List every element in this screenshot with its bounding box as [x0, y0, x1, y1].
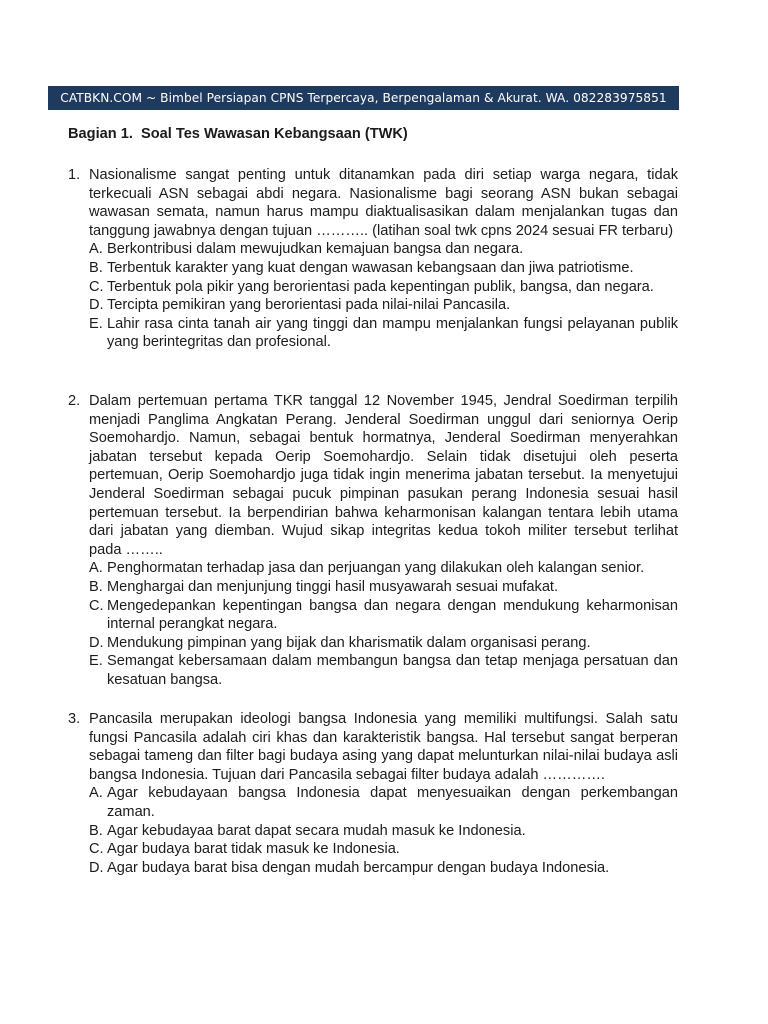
option-letter: E.: [89, 315, 103, 332]
option-letter: A.: [89, 785, 103, 802]
option-c: [89, 278, 678, 297]
option-text: Agar budaya barat bisa dengan mudah bercampur dengan budaya Indonesia.: [107, 859, 610, 876]
question-number: 3.: [68, 711, 81, 727]
option-text: Mengedepankan kepentingan bangsa dan negara dengan mendukung keharmonisan internal perangkat negara.: [107, 597, 678, 633]
option-a: [89, 240, 678, 259]
option-text: Berkontribusi dalam mewujudkan kemajuan bangsa dan negara.: [107, 241, 524, 258]
option-text: Terbentuk karakter yang kuat dengan wawasan kebangsaan dan jiwa patriotisme.: [107, 259, 634, 276]
option-letter: D.: [89, 634, 104, 651]
option-a: [89, 559, 678, 578]
question-1: [68, 166, 678, 352]
option-letter: E.: [89, 653, 103, 670]
option-text: Penghormatan terhadap jasa dan perjuangan yang dilakukan oleh kalangan senior.: [107, 560, 645, 577]
question-text: Dalam pertemuan pertama TKR tanggal 12 November 1945, Jendral Soedirman terpilih menjadi Panglima Angkatan Perang. Jenderal Soedirman unggul dari seniornya Oerip Soemohardjo. Namun, sebagai bentuk hormatnya, Jenderal Soedirman menyerahkan jabatan tersebut kepada Oerip Soemohardjo. Selain tidak disetujui oleh peserta pertemuan, Oerip Soemohardjo juga tidak ingin menerima jabatan tersebut. Ia menyetujui Jenderal Soedirman sebagai pucuk pimpinan pasukan perang Indonesia sesuai hasil pertemuan tersebut. Ia berpendirian bahwa keharmonisan kalangan tentara lebih utama dari jabatan yang diemban. Wujud sikap integritas kedua tokoh militer tersebut terlihat pada ……..: [89, 393, 678, 558]
option-letter: D.: [89, 297, 104, 314]
section-title: Bagian 1. Soal Tes Wawasan Kebangsaan (TWK): [68, 126, 408, 142]
option-b: [89, 259, 678, 278]
option-e: [89, 315, 678, 352]
option-text: Lahir rasa cinta tanah air yang tinggi dan mampu menjalankan fungsi pelayanan publik yang berintegritas dan profesional.: [107, 315, 678, 351]
option-letter: A.: [89, 241, 103, 258]
question-3: [68, 710, 678, 877]
option-letter: C.: [89, 841, 104, 858]
option-letter: B.: [89, 578, 103, 595]
option-text: Agar kebudayaa barat dapat secara mudah masuk ke Indonesia.: [107, 822, 526, 839]
option-a: [89, 784, 678, 821]
option-text: Semangat kebersamaan dalam membangun bangsa dan tetap menjaga persatuan dan kesatuan bangsa.: [107, 653, 678, 688]
option-e: [89, 652, 678, 689]
question-text: Nasionalisme sangat penting untuk ditanamkan pada diri setiap warga negara, tidak terkecuali ASN sebagai abdi negara. Nasionalisme bagi seorang ASN bukan sebagai wawasan semata, namun harus mampu diaktualisasikan dalam menjalankan tugas dan tanggung jawabnya dengan tujuan ……….. (latihan soal twk cpns 2024 sesuai FR terbaru): [89, 167, 678, 239]
option-d: [89, 859, 678, 878]
option-d: [89, 296, 678, 315]
question-text: Pancasila merupakan ideologi bangsa Indonesia yang memiliki multifungsi. Salah satu fungsi Pancasila adalah ciri khas dan karakteristik bangsa. Hal tersebut sangat berperan sebagai tameng dan filter bagi budaya asing yang dapat melunturkan nilai-nilai budaya asli bangsa Indonesia. Tujuan dari Pancasila sebagai filter budaya adalah ………….: [89, 711, 678, 783]
option-letter: A.: [89, 560, 103, 577]
option-c: [89, 597, 678, 634]
option-b: [89, 578, 678, 597]
option-text: Mendukung pimpinan yang bijak dan kharismatik dalam organisasi perang.: [107, 634, 591, 651]
option-letter: B.: [89, 259, 103, 276]
option-text: Agar kebudayaan bangsa Indonesia dapat menyesuaikan dengan perkembangan zaman.: [107, 785, 678, 820]
question-number: 1.: [68, 167, 81, 183]
option-text: Terbentuk pola pikir yang berorientasi pada kepentingan publik, bangsa, dan negara.: [107, 278, 654, 295]
option-c: [89, 840, 678, 859]
option-letter: C.: [89, 278, 104, 295]
header-banner: CATBKN.COM ~ Bimbel Persiapan CPNS Terpercaya, Berpengalaman & Akurat. WA. 082283975851: [48, 86, 679, 110]
question-2: [68, 392, 678, 690]
option-letter: B.: [89, 822, 103, 839]
answer-options: [68, 559, 678, 689]
answer-options: [68, 784, 678, 877]
option-b: [89, 822, 678, 841]
option-letter: C.: [89, 597, 104, 614]
option-letter: D.: [89, 859, 104, 876]
option-text: Agar budaya barat tidak masuk ke Indonesia.: [107, 841, 400, 858]
question-number: 2.: [68, 393, 81, 409]
option-d: [89, 634, 678, 653]
answer-options: [68, 240, 678, 352]
option-text: Menghargai dan menjunjung tinggi hasil musyawarah sesuai mufakat.: [107, 578, 559, 595]
option-text: Tercipta pemikiran yang berorientasi pada nilai-nilai Pancasila.: [107, 297, 511, 314]
